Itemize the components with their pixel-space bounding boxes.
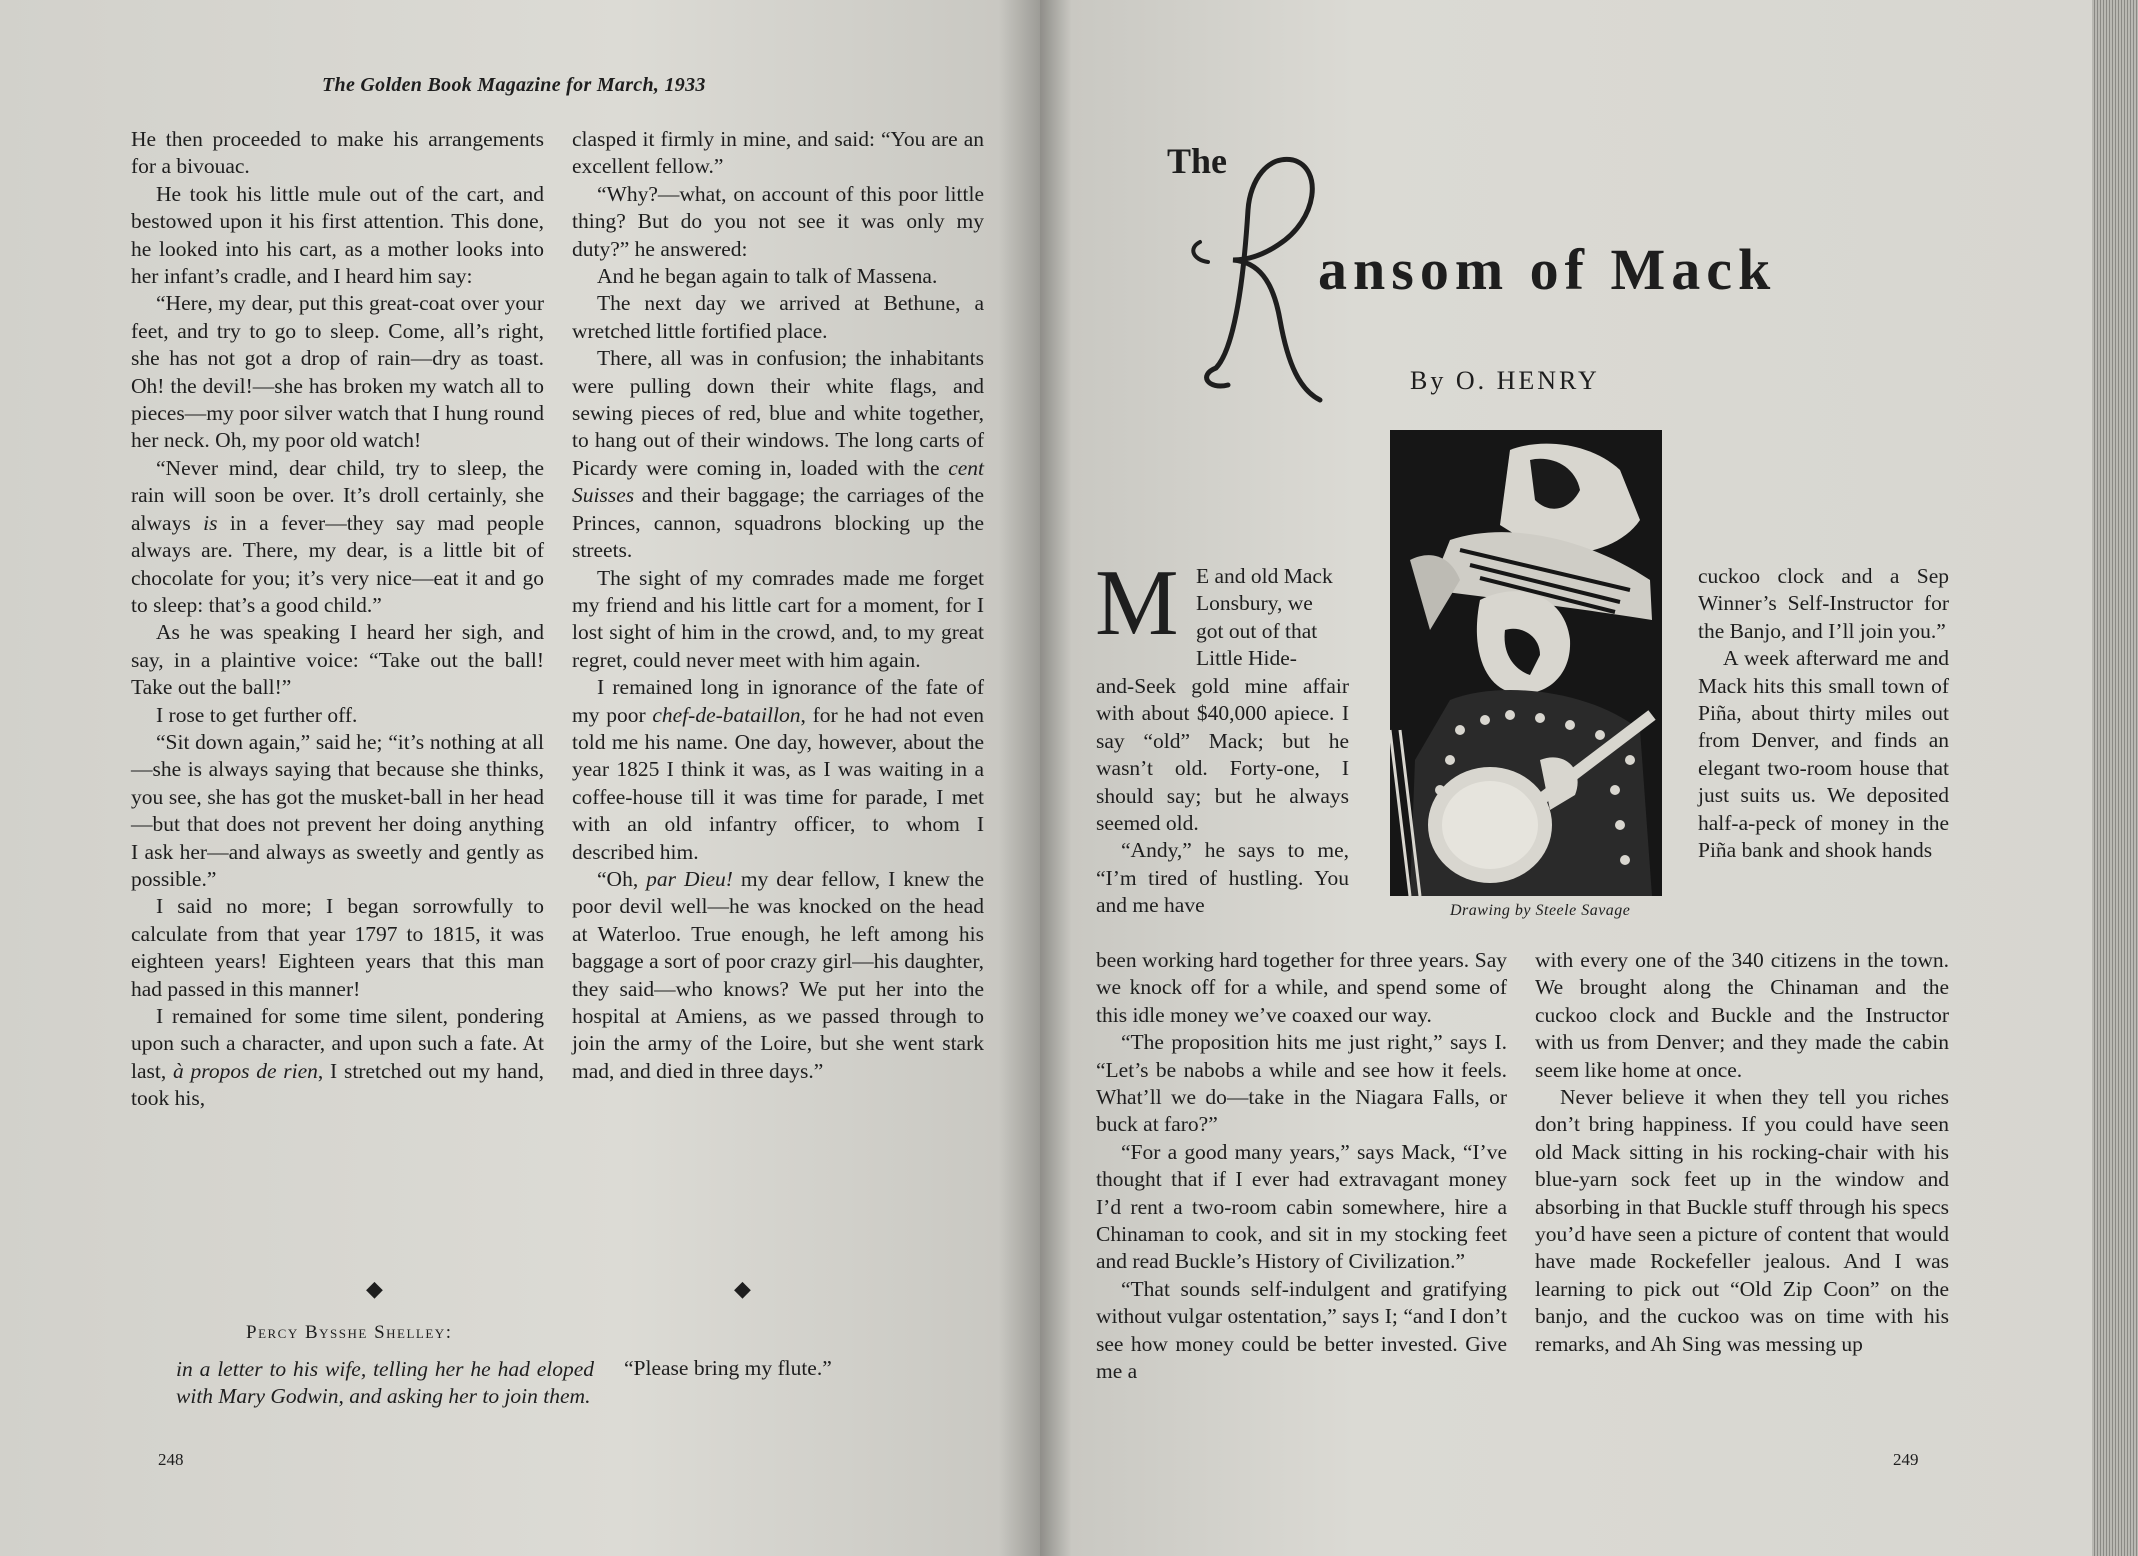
quote-context: in a letter to his wife, telling her he had eloped with Mary Godwin, and asking her to join them. — [176, 1357, 594, 1408]
byline: By O. HENRY — [1410, 366, 1600, 395]
paragraph: “Andy,” he says to me, “I’m tired of hustling. You and me have — [1096, 838, 1349, 918]
page-number-left: 248 — [158, 1450, 184, 1469]
page-edge — [2092, 0, 2138, 1556]
story-column-1 — [1096, 947, 1507, 1386]
paragraph: And he began again to talk of Massena. — [597, 264, 938, 289]
left-column-2 — [572, 126, 984, 1085]
paragraph: I rose to get further off. — [156, 702, 358, 727]
paragraph: “The proposition hits me just right,” says I. “Let’s be nabobs a while and see how it feels. What’ll we do—take in the Niagara Falls, or buck at faro?” — [1096, 1030, 1507, 1137]
paragraph: “Here, my dear, put this great-coat over your feet, and try to go to sleep. Come, all’s right, she has not got a drop of rain—dry as toast. Oh! the devil!—she has broken my watch all to pieces—my poor silver watch that I hung round her neck. Oh, my poor old watch! — [131, 291, 544, 453]
paragraph: “For a good many years,” says Mack, “I’ve thought that if I ever had extravagant money I’d rent a two-room cabin somewhere, hire a Chinaman to cook, and sit in my stocking feet and read Buckle’s History of Civilization.” — [1096, 1139, 1507, 1274]
paragraph: “Oh, par Dieu! my dear fellow, I knew the poor devil well—he was knocked on the head at Waterloo. True enough, he left among his baggage a sort of poor crazy girl—his daughter, they said—who knows? We put her into the hospital at Amiens, as we passed through to join the army of the Loire, but she went stark mad, and died in three days.” — [572, 866, 985, 1083]
running-head: The Golden Book Magazine for March, 1933 — [322, 74, 706, 96]
opening-line: got out of that — [1196, 618, 1318, 643]
paragraph: cuckoo clock and a Sep Winner’s Self-Instructor for the Banjo, and I’ll join you.” — [1698, 564, 1949, 643]
paragraph: “Why?—what, on account of this poor little thing? But do you not see it was only my duty?” he answered: — [572, 181, 984, 261]
paragraph: I remained long in ignorance of the fate of my poor chef-de-bataillon, for he had not even told me his name. One day, however, about the year 1825 I think it was, as I was waiting in a coffee-house till it was time for parade, I met with an old infantry officer, to whom I described him. — [572, 675, 984, 864]
paragraph: As he was speaking I heard her sigh, and say, in a plaintive voice: “Take out the ball! Take out the ball!” — [131, 620, 544, 700]
title-main: ansom of Mack — [1318, 237, 1777, 302]
paragraph: He took his little mule out of the cart, and bestowed upon it his first attention. This done, he looked into his cart, as a mother looks into her infant’s cradle, and I heard him say: — [131, 181, 544, 289]
woodcut-illustration-icon — [1390, 430, 1662, 896]
illustration-credit: Drawing by Steele Savage — [1450, 902, 1631, 919]
opening-lines — [1196, 563, 1356, 673]
paragraph: The next day we arrived at Bethune, a wretched little fortified place. — [572, 291, 984, 343]
paragraph: There, all was in confusion; the inhabitants were pulling down their white flags, and sewing pieces of red, blue and white together, to hang out of their windows. The long carts of Picardy were coming in, loaded with the cent Suisses and their baggage; the carriages of the Princes, cannon, squadrons blocking up the streets. — [572, 346, 984, 563]
paragraph: and-Seek gold mine affair with about $40,000 apiece. I say “old” Mack; but he wasn’t old. Forty-one, I should say; but he always seemed old. — [1096, 674, 1349, 836]
paragraph: I remained for some time silent, pondering upon such a character, and upon such a fate. At last, à propos de rien, I stretched out my hand, took his, — [131, 1004, 544, 1111]
paragraph: “Never mind, dear child, try to sleep, the rain will soon be over. It’s droll certainly, she always is in a fever—they say mad people always are. There, my dear, is a little bit of chocolate for you; it’s very nice—eat it and go to sleep: that’s a good child.” — [131, 455, 545, 617]
paragraph: The sight of my comrades made me forget my friend and his little cart for a moment, for I lost sight of him in the crowd, and, to my great regret, could never meet with him again. — [572, 565, 984, 672]
drop-cap: M — [1095, 551, 1179, 655]
quote-author: Percy Bysshe Shelley: — [246, 1322, 453, 1343]
left-column-1 — [131, 126, 544, 1113]
opening-line: E and old Mack — [1196, 564, 1333, 588]
paragraph: He then proceeded to make his arrangements for a bivouac. — [131, 127, 544, 179]
title-the: The — [1167, 141, 1228, 181]
diamond-ornament-icon: ◆ — [734, 1276, 751, 1301]
paragraph: I said no more; I began sorrowfully to calculate from that year 1797 to 1815, it was eighteen years! Eighteen years that this man had passed in this manner! — [131, 894, 544, 1001]
paragraph: Never believe it when they tell you riches don’t bring happiness. If you could have seen old Mack sitting in his rocking-chair with his blue-yarn sock feet up in the window and absorbing in that Buckle stuff through his specs you’d have seen a picture of content that would have made Rockefeller jealous. And I was learning to pick out “Old Zip Coon” on the banjo, and the cuckoo was on time with his remarks, and Ah Sing was messing up — [1535, 1085, 1949, 1356]
quote-text: “Please bring my flute.” — [624, 1356, 832, 1380]
paragraph: been working hard together for three years. Say we knock off for a while, and spend some of this idle money we’ve coaxed our way. — [1096, 948, 1507, 1027]
story-column-1-narrow — [1096, 673, 1349, 920]
story-column-2-narrow — [1698, 563, 1949, 864]
page-number-right: 249 — [1893, 1450, 1919, 1469]
diamond-ornament-icon: ◆ — [366, 1276, 383, 1301]
paragraph: A week afterward me and Mack hits this small town of Piña, about thirty miles out from Denver, and finds an elegant two-room house that just suits us. We deposited half-a-peck of money in the Piña bank and shook hands — [1698, 646, 1949, 863]
story-column-2 — [1535, 947, 1949, 1358]
decorative-initial-r-icon — [1188, 150, 1328, 410]
paragraph: “Sit down again,” said he; “it’s nothing at all—she is always saying that because she thinks, you see, she has got the musket-ball in her head—but that does not prevent her doing anything I ask her—and always as sweetly and gently as possible.” — [131, 729, 544, 891]
paragraph: with every one of the 340 citizens in the town. We brought along the Chinaman and the cuckoo clock and Buckle and the Instructor with us from Denver; and they made the cabin seem like home at once. — [1535, 948, 1949, 1082]
paragraph: clasped it firmly in mine, and said: “You are an excellent fellow.” — [572, 127, 984, 179]
opening-line: Lonsbury, we — [1196, 591, 1313, 616]
paragraph: “That sounds self-indulgent and gratifying without vulgar ostentation,” says I; “and I don’t see how money could be better invested. Give me a — [1096, 1276, 1507, 1384]
opening-line: Little Hide- — [1196, 646, 1297, 671]
